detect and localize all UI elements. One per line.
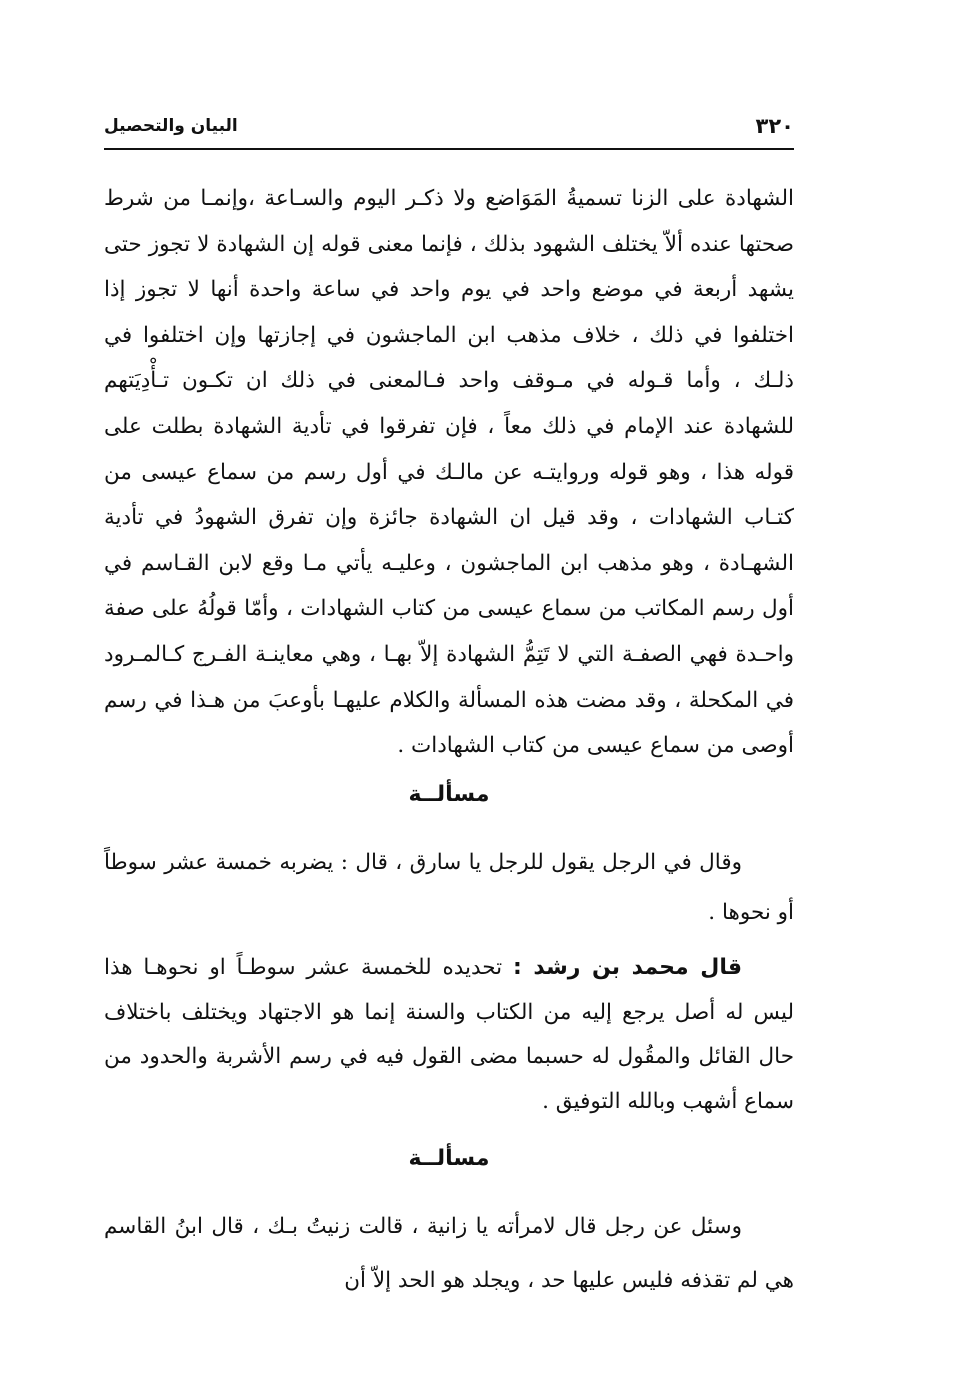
speaker-attribution: قال محمد بن رشد : <box>512 955 742 980</box>
paragraph-2: وقال في الرجل يقول للرجل يا سارق ، قال : يضربه خمسة عشر سوطاً أو نحوها . <box>104 850 794 925</box>
section-heading-1: مسألــة <box>408 782 490 807</box>
page-number: ٣٢٠ <box>755 114 794 138</box>
paragraph-4: وسئل عن رجل قال لامرأته يا زانية ، قالت زنيتُ بـك ، قال ابنُ القاسم هي لم تقذفه فليس عليها حد ، ويجلد هو الحد إلاّ أن <box>104 1214 794 1293</box>
paragraph-3-text: تحديده للخمسة عشر سوطـاً او نحوهـا هذا ليس له أصل يرجع إليه من الكتاب والسنة إنما هو الاجتهاد ويختلف باختلاف حال القائل والمقُول له حسبما مضى القول فيه في رسم الأشربة والحدود من سماع أشهب وبالله التوفيق . <box>104 955 794 1114</box>
section-heading-2: مسألــة <box>408 1146 490 1171</box>
header-rule <box>104 148 794 150</box>
paragraph-1: الشهادة على الزنا تسميةُ المَوَاضع ولا ذكـر اليوم والسـاعة ،وإنمـا من شرط صحتها عنده ألاّ يختلف الشهود بذلك ، فإنما معنى قوله إن الشهادة لا تجوز حتى يشهد أربعة في موضع واحد في يوم واحد في ساعة واحدة أنها لا تجوز إذا اختلفوا في ذلك ، خلاف مذهب ابن الماجشون في إجازتها وإن اختلفوا في ذلـك ، وأما قـوله في مـوقف واحد فـالمعنى في ذلك ان تكـون تـأْدِيَتهم للشهادة عند الإمام في ذلك معاً ، فإن تفرقوا في تأدية الشهادة بطلت على قوله هذا ، وهو قوله وروايتـه عن مالـك في أول رسم من سماع عيسى من كتـاب الشهادات ، وقد قيل ان الشهادة جائزة وإن تفرق الشهودُ في تأدية الشهـادة ، وهو مذهب ابن الماجشون ، وعليـه يأتي مـا وقع لابن القـاسم في أول رسم المكاتب من سماع عيسى من كتاب الشهادات ، وأمّا قولُهُ على صفة واحـدة فهي الصفـة التي لا تَتِمُّ الشهادة إلاّ بهـا ، وهي معاينـة الفـرج كـالمـرود في المكحلة ، وقد مضت هذه المسألة والكلام عليهـا بأوعبَ من هـذا في رسم أوصى من سماع عيسى من كتاب الشهادات . <box>104 186 794 759</box>
paragraph-3 <box>104 946 794 1124</box>
running-title: البيان والتحصيل <box>104 116 238 136</box>
page-header <box>104 112 794 146</box>
